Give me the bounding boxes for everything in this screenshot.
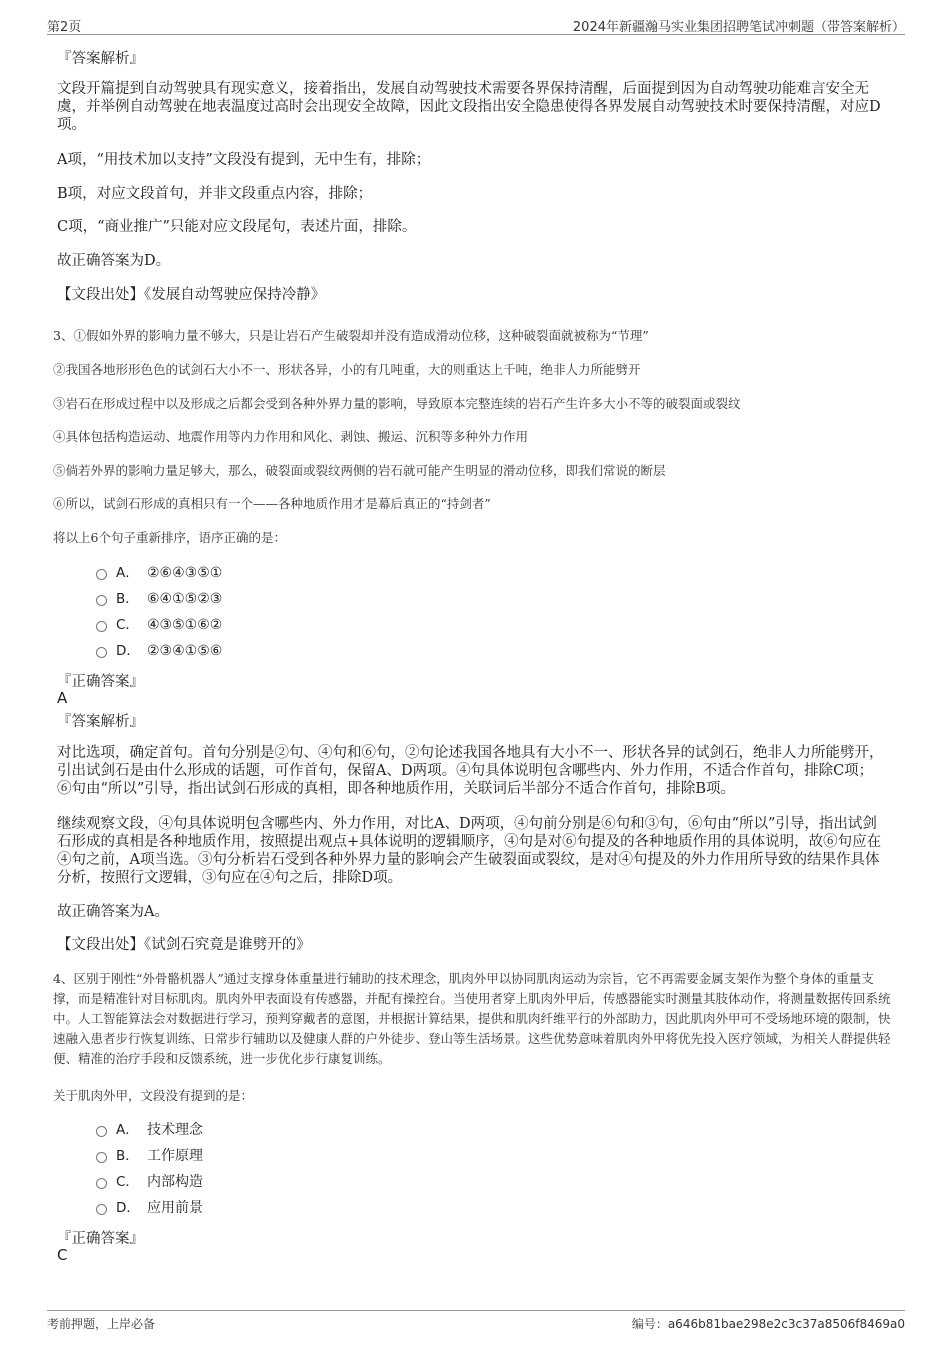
q2-analysis-option-a: A项，“用技术加以支持”文段没有提到，无中生有，排除； — [57, 152, 431, 168]
q3-analysis-paragraph-1: 对比选项，确定首句。首句分别是②句、④句和⑥句，②句论述我国各地具有大小不一、形状各异的试剑石，绝非人力所能劈开，引出试剑石是由什么形成的话题，可作首句，保留A、D两项。④句具体说明包含哪些内、外力作用，不适合作首句，排除C项；⑥句由“所以”引导，指出试剑石形成的真相，即各种地质作用，关联词后半部分不适合作首句，排除B项。 — [57, 745, 884, 797]
q3-sentence-4: ④具体包括构造运动、地震作用等内力作用和风化、剥蚀、搬运、沉积等多种外力作用 — [53, 429, 529, 444]
q2-analysis-option-b: B项，对应文段首句，并非文段重点内容，排除； — [57, 186, 373, 202]
radio-icon[interactable] — [96, 1178, 107, 1189]
q2-source: 【文段出处】《发展自动驾驶应保持冷静》 — [57, 287, 326, 303]
q3-sentence-1: 3、①假如外界的影响力量不够大，只是让岩石产生破裂却并没有造成滑动位移，这种破裂面就被称为“节理” — [53, 328, 649, 343]
q4-prompt: 关于肌肉外甲，文段没有提到的是： — [53, 1088, 254, 1103]
radio-icon[interactable] — [96, 647, 107, 658]
q4-option-b[interactable]: B． 工作原理 — [96, 1146, 203, 1166]
q3-source: 【文段出处】《试剑石究竟是谁劈开的》 — [57, 937, 311, 953]
page-header — [47, 14, 905, 35]
q3-correct-answer: A — [57, 689, 68, 707]
radio-icon[interactable] — [96, 621, 107, 632]
footer-code-label: 编号： — [631, 1317, 668, 1331]
q3-sentence-2: ②我国各地形形色色的试剑石大小不一、形状各异，小的有几吨重，大的则重达上千吨，绝非人力所能劈开 — [53, 362, 641, 377]
q3-option-c[interactable]: C． ④③⑤①⑥② — [96, 615, 222, 635]
radio-icon[interactable] — [96, 1204, 107, 1215]
q2-analysis-option-c: C项，“商业推广”只能对应文段尾句，表述片面，排除。 — [57, 219, 417, 235]
q3-option-d[interactable]: D． ②③④①⑤⑥ — [96, 641, 222, 661]
q3-sentence-3: ③岩石在形成过程中以及形成之后都会受到各种外界力量的影响，导致原本完整连续的岩石产生许多大小不等的破裂面或裂纹 — [53, 396, 741, 411]
q4-option-a[interactable]: A． 技术理念 — [96, 1120, 203, 1140]
document-title: 2024年新疆瀚马实业集团招聘笔试冲刺题（带答案解析） — [572, 20, 905, 35]
q2-analysis-paragraph: 文段开篇提到自动驾驶具有现实意义，接着指出，发展自动驾驶技术需要各界保持清醒，后面提到因为自动驾驶功能难言安全无虞，并举例自动驾驶在地表温度过高时会出现安全故障，因此文段指出安全隐患使得各界发展自动驾驶技术时要保持清醒，对应D项。 — [57, 81, 881, 133]
q3-prompt: 将以上6个句子重新排序，语序正确的是： — [53, 530, 286, 545]
radio-icon[interactable] — [96, 1126, 107, 1137]
q3-analysis-title: 『答案解析』 — [57, 714, 144, 730]
radio-icon[interactable] — [96, 1152, 107, 1163]
q3-analysis-paragraph-2: 继续观察文段，④句具体说明包含哪些内、外力作用，对比A、D两项，④句前分别是⑥句和③句，⑥句由“所以”引导，指出试剑石形成的真相是各种地质作用，按照提出观点+具体说明的逻辑顺序，④句是对⑥句提及的各种地质作用的具体说明，故⑥句应在④句之前，A项当选。③句分析岩石受到各种外界力量的影响会产生破裂面或裂纹，是对④句提及的外力作用所导致的结果作具体分析，按照行文逻辑，③句应在④句之后，排除D项。 — [57, 816, 882, 886]
q3-option-a[interactable]: A． ②⑥④③⑤① — [96, 563, 222, 583]
q3-option-b[interactable]: B． ⑥④①⑤②③ — [96, 589, 222, 609]
radio-icon[interactable] — [96, 569, 107, 580]
q4-option-c[interactable]: C． 内部构造 — [96, 1172, 203, 1192]
q4-correct-title: 『正确答案』 — [57, 1231, 144, 1247]
q4-option-d[interactable]: D． 应用前景 — [96, 1198, 203, 1218]
page-number: 第2页 — [47, 20, 82, 35]
q4-stem: 4、区别于刚性“外骨骼机器人”通过支撑身体重量进行辅助的技术理念，肌肉外甲以协同肌肉运动为宗旨，它不再需要金属支架作为整个身体的重量支撑，而是精准针对目标肌肉。肌肉外甲表面设有传感器，并配有操控台。当使用者穿上肌肉外甲后，传感器能实时测量其肢体动作，将测量数据传回系统中。人工智能算法会对数据进行学习，预判穿戴者的意图，并根据计算结果，提供和肌肉纤维平行的外部助力，因此肌肉外甲可不受场地环境的限制，快速融入患者步行恢复训练、日常步行辅助以及健康人群的户外徒步、登山等生活场景。这些优势意味着肌肉外甲将优先投入医疗领域，为相关人群提供轻便、精准的治疗手段和反馈系统，进一步优化步行康复训练。 — [53, 971, 891, 1066]
radio-icon[interactable] — [96, 595, 107, 606]
q2-conclusion: 故正确答案为D。 — [57, 253, 171, 269]
q3-sentence-6: ⑥所以，试剑石形成的真相只有一个——各种地质作用才是幕后真正的“持剑者” — [53, 496, 491, 511]
page-footer — [47, 1310, 905, 1333]
q3-conclusion: 故正确答案为A。 — [57, 904, 169, 920]
q3-sentence-5: ⑤倘若外界的影响力量足够大，那么，破裂面或裂纹两侧的岩石就可能产生明显的滑动位移，即我们常说的断层 — [53, 463, 666, 478]
footer-slogan: 考前押题，上岸必备 — [47, 1317, 156, 1331]
q3-correct-title: 『正确答案』 — [57, 674, 144, 690]
q2-analysis-title: 『答案解析』 — [57, 51, 144, 67]
q4-correct-answer: C — [57, 1246, 68, 1264]
footer-code-value: a646b81bae298e2c3c37a8506f8469a0 — [667, 1317, 905, 1331]
footer-code — [632, 1315, 905, 1332]
